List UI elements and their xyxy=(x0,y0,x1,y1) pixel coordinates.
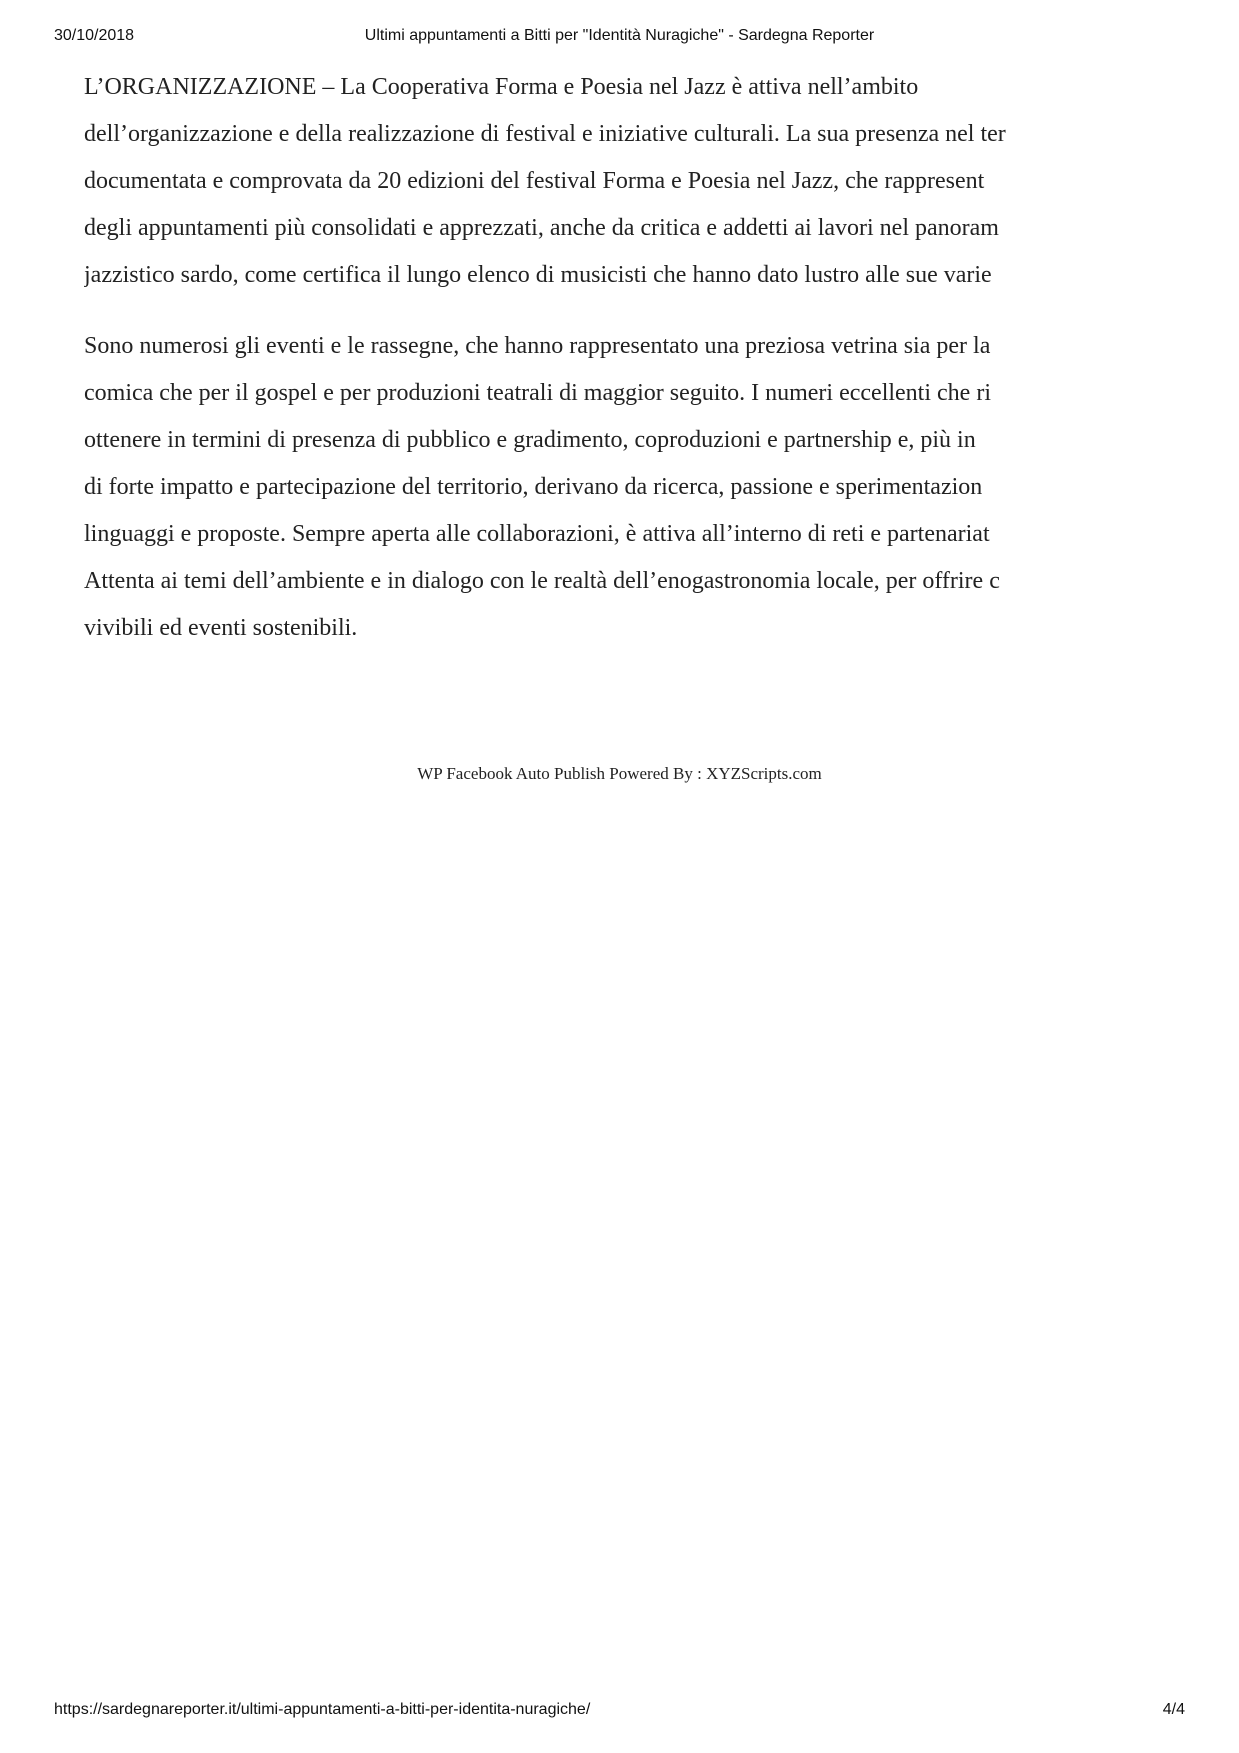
print-source-url: https://sardegnareporter.it/ultimi-appuntamenti-a-bitti-per-identita-nuragiche/ xyxy=(54,1701,591,1718)
text-line: jazzistico sardo, come certifica il lungo elenco di musicisti che hanno dato lustro alle sue varie xyxy=(84,262,992,288)
article-body xyxy=(84,64,1187,676)
print-footer xyxy=(0,1701,1239,1725)
text-line: di forte impatto e partecipazione del territorio, derivano da ricerca, passione e sperimentazion xyxy=(84,474,983,500)
article-paragraph-events xyxy=(84,323,1187,652)
wp-facebook-auto-publish-credit[interactable]: WP Facebook Auto Publish Powered By : XYZScripts.com xyxy=(417,764,822,783)
text-line: degli appuntamenti più consolidati e apprezzati, anche da critica e addetti ai lavori nel panoram xyxy=(84,215,999,241)
text-line: L’ORGANIZZAZIONE – La Cooperativa Forma e Poesia nel Jazz è attiva nell’ambito xyxy=(84,74,919,100)
text-line: Attenta ai temi dell’ambiente e in dialogo con le realtà dell’enogastronomia locale, per offrire c xyxy=(84,568,1000,594)
text-line: linguaggi e proposte. Sempre aperta alle collaborazioni, è attiva all’interno di reti e partenariat xyxy=(84,521,990,547)
text-line: vivibili ed eventi sostenibili. xyxy=(84,615,358,641)
print-date: 30/10/2018 xyxy=(54,27,135,44)
text-line: dell’organizzazione e della realizzazione di festival e iniziative culturali. La sua presenza nel ter xyxy=(84,121,1006,147)
print-header xyxy=(0,27,1239,51)
article-paragraph-organization xyxy=(84,64,1187,299)
text-line: ottenere in termini di presenza di pubblico e gradimento, coproduzioni e partnership e, più in xyxy=(84,427,976,453)
print-page-title: Ultimi appuntamenti a Bitti per "Identità Nuragiche" - Sardegna Reporter xyxy=(364,27,875,44)
text-line: documentata e comprovata da 20 edizioni del festival Forma e Poesia nel Jazz, che rappresent xyxy=(84,168,985,194)
print-page-number: 4/4 xyxy=(1162,1701,1185,1718)
text-line: comica che per il gospel e per produzioni teatrali di maggior seguito. I numeri eccellenti che ri xyxy=(84,380,991,406)
text-line: Sono numerosi gli eventi e le rassegne, che hanno rappresentato una preziosa vetrina sia per la xyxy=(84,333,991,359)
